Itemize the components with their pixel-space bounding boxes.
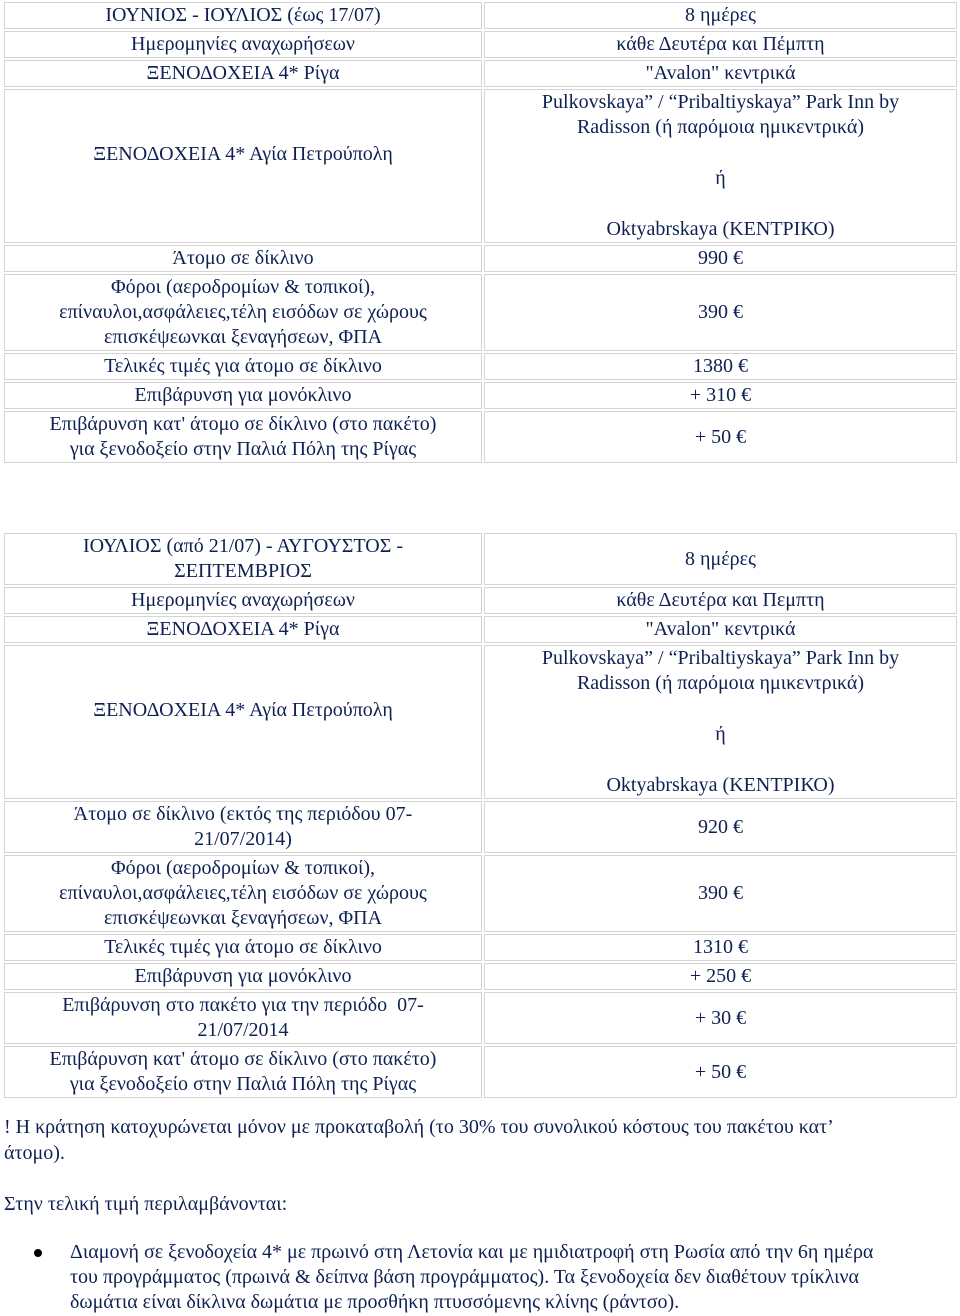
hotel-line: Radisson (ή παρόμοια ημικεντρικά) [576,672,865,694]
departures-value: κάθε Δευτέρα και Πεμπτη [484,587,957,614]
table-row [4,587,957,614]
single-supplement-value: + 250 € [484,963,957,990]
inclusions-heading: Στην τελική τιμή περιλαμβάνονται: [4,1193,288,1215]
riga-hotel-value: "Avalon" κεντρικά [484,616,957,643]
departures-label: Ημερομηνίες αναχωρήσεων [4,587,482,614]
table-row [4,963,957,990]
single-supplement-label: Επιβάρυνση για μονόκλινο [4,382,482,409]
riga-hotel-value: "Avalon" κεντρικά [484,60,957,87]
stpetersburg-hotel-value [484,645,957,799]
season-title [4,533,482,585]
table-row [4,533,957,585]
pricing-table-2 [2,531,959,1100]
supplement-line: Επιβάρυνση κατ' άτομο σε δίκλινο (στο πακέτο) [49,1048,437,1070]
duration: 8 ημέρες [484,533,957,585]
inclusion-line: του προγράμματος (πρωινά & δείπνα βάση προγράμματος). Τα ξενοδοχεία δεν διαθέτουν τρίκλινα [70,1266,860,1288]
taxes-line: επισκέψεωνκαι ξεναγήσεων, ΦΠΑ [103,907,383,929]
taxes-line: επίναυλοι,ασφάλειες,τέλη εισόδων σε χώρους [59,882,427,904]
season-line: ΙΟΥΛΙΟΣ (από 21/07) - ΑΥΓΟΥΣΤΟΣ - [82,535,404,557]
taxes-line: επίναυλοι,ασφάλειες,τέλη εισόδων σε χώρους [59,301,427,323]
price-line: 21/07/2014) [194,828,292,850]
hotel-line: ή [715,167,726,189]
supplement-line: 21/07/2014 [197,1019,289,1041]
price-label [4,801,482,853]
final-price-label: Τελικές τιμές για άτομο σε δίκλινο [4,353,482,380]
table-row [4,60,957,87]
taxes-label [4,855,482,932]
stpetersburg-hotel-label-text: ΞΕΝΟΔΟΧΕΙΑ 4* Αγία Πετρούπολη [93,699,393,721]
bullet-icon [34,1249,42,1257]
riga-hotel-label: ΞΕΝΟΔΟΧΕΙΑ 4* Ρίγα [4,616,482,643]
stpetersburg-hotel-label [4,645,482,799]
hotel-line: Oktyabrskaya (ΚΕΝΤΡΙΚΟ) [606,774,835,796]
note-line: ! Η κράτηση κατοχυρώνεται μόνον με προκαταβολή (το 30% του συνολικού κόστους του πακέτου κατ’ [4,1116,834,1138]
table-row [4,411,957,463]
note-line: άτομο). [4,1142,65,1164]
table-row [4,2,957,29]
taxes-line: Φόροι (αεροδρομίων & τοπικοί), [111,857,375,879]
table-row [4,382,957,409]
final-price-value: 1380 € [484,353,957,380]
table-row [4,274,957,351]
hotel-line: Pulkovskaya” / “Pribaltiyskaya” Park Inn by [541,91,900,113]
departures-label: Ημερομηνίες αναχωρήσεων [4,31,482,58]
list-item [70,1240,954,1315]
price-value: 990 € [484,245,957,272]
final-price-label: Τελικές τιμές για άτομο σε δίκλινο [4,934,482,961]
season-line: ΣΕΠΤΕΜΒΡΙΟΣ [174,560,312,582]
stpetersburg-hotel-label-text: ΞΕΝΟΔΟΧΕΙΑ 4* Αγία Πετρούπολη [93,143,393,165]
deposit-note [4,1114,954,1166]
price-label: Άτομο σε δίκλινο [4,245,482,272]
period-supplement-label [4,992,482,1044]
price-value: 920 € [484,801,957,853]
taxes-line: Φόροι (αεροδρομίων & τοπικοί), [111,276,375,298]
table-row [4,934,957,961]
old-town-supplement-value: + 50 € [484,1046,957,1098]
supplement-line: για ξενοδοξείο στην Παλιά Πόλη της Ρίγας [69,1073,417,1095]
single-supplement-value: + 310 € [484,382,957,409]
single-supplement-label: Επιβάρυνση για μονόκλινο [4,963,482,990]
hotel-line: Pulkovskaya” / “Pribaltiyskaya” Park Inn by [541,647,900,669]
supplement-line: Επιβάρυνση κατ' άτομο σε δίκλινο (στο πακέτο) [49,413,437,435]
final-price-value: 1310 € [484,934,957,961]
hotel-line: Radisson (ή παρόμοια ημικεντρικά) [576,116,865,138]
taxes-line: επισκέψεωνκαι ξεναγήσεων, ΦΠΑ [103,326,383,348]
taxes-label [4,274,482,351]
table-row [4,245,957,272]
table-row [4,353,957,380]
table-row [4,801,957,853]
old-town-supplement-value: + 50 € [484,411,957,463]
stpetersburg-hotel-label [4,89,482,243]
pricing-table-1 [2,0,959,465]
departures-value: κάθε Δευτέρα και Πέμπτη [484,31,957,58]
season-title: ΙΟΥΝΙΟΣ - ΙΟΥΛΙΟΣ (έως 17/07) [4,2,482,29]
period-supplement-value: + 30 € [484,992,957,1044]
hotel-line: ή [715,723,726,745]
table-row [4,89,957,243]
table-row [4,1046,957,1098]
supplement-line: για ξενοδοξείο στην Παλιά Πόλη της Ρίγας [69,438,417,460]
supplement-line: Επιβάρυνση στο πακέτο για την περιόδο 07- [62,994,424,1016]
taxes-value: 390 € [484,855,957,932]
inclusion-line: δωμάτια είναι δίκλινα δωμάτια με προσθήκη πτυσσόμενης κλίνης (ράντσο). [70,1291,680,1313]
stpetersburg-hotel-value [484,89,957,243]
inclusion-line: Διαμονή σε ξενοδοχεία 4* με πρωινό στη Λετονία και με ημιδιατροφή στη Ρωσία από την 6η ημέρα [70,1241,874,1263]
duration: 8 ημέρες [484,2,957,29]
old-town-supplement-label [4,1046,482,1098]
taxes-value: 390 € [484,274,957,351]
table-row [4,616,957,643]
price-line: Άτομο σε δίκλινο (εκτός της περιόδου 07- [73,803,413,825]
riga-hotel-label: ΞΕΝΟΔΟΧΕΙΑ 4* Ρίγα [4,60,482,87]
table-row [4,992,957,1044]
old-town-supplement-label [4,411,482,463]
table-row [4,855,957,932]
hotel-line: Oktyabrskaya (ΚΕΝΤΡΙΚΟ) [606,218,835,240]
table-row [4,645,957,799]
inclusions-list [4,1240,954,1315]
table-row [4,31,957,58]
